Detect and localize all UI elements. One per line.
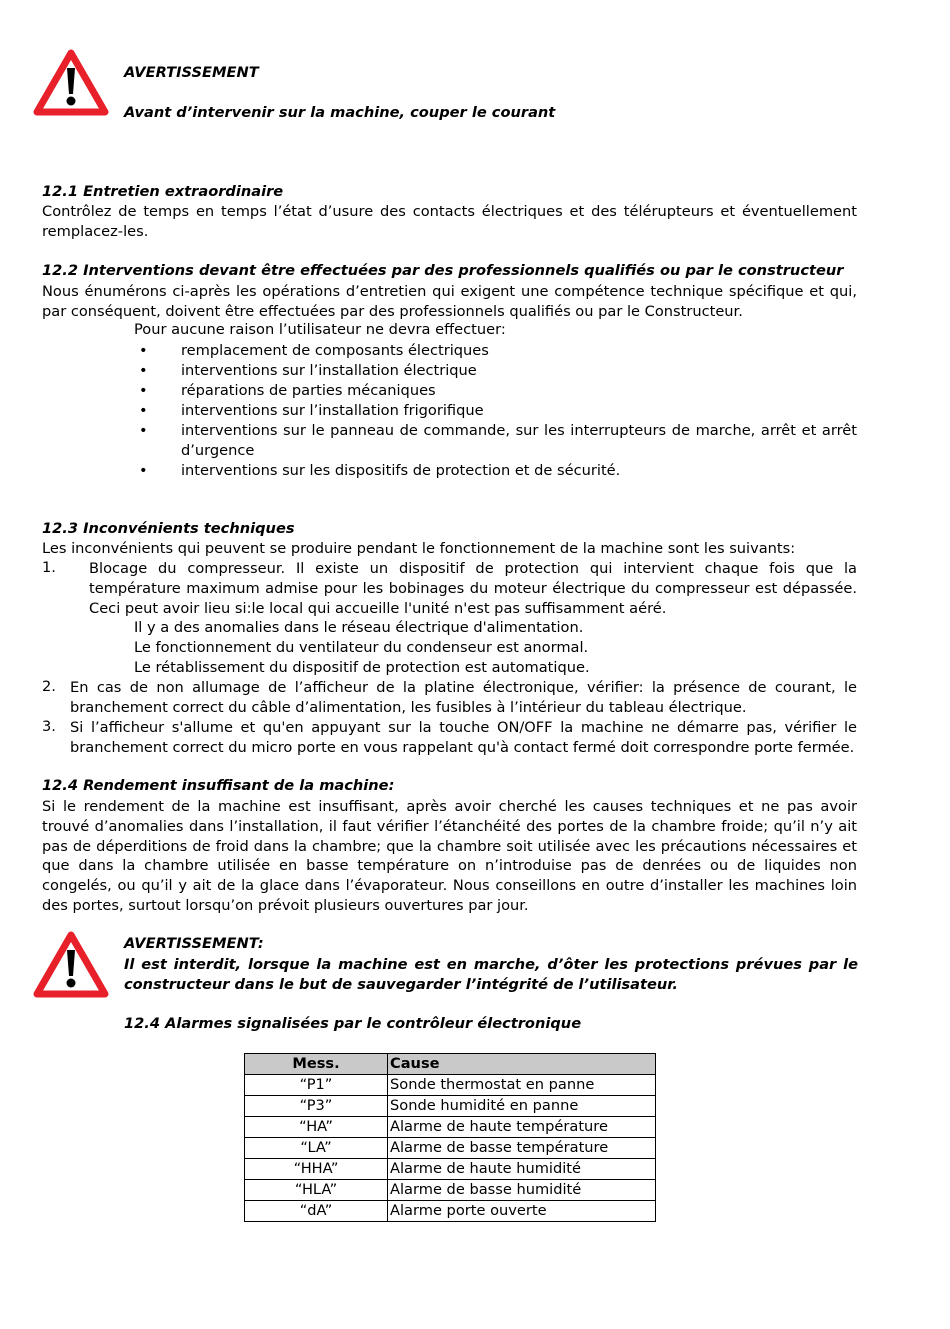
alarm-cause: Alarme de basse température — [388, 1138, 656, 1159]
alarm-code: “dA” — [245, 1201, 388, 1222]
alarms-table — [244, 1053, 656, 1222]
alarm-cause: Sonde thermostat en panne — [388, 1075, 656, 1096]
warning-triangle-icon — [32, 930, 110, 1000]
item-sub-line: Le rétablissement du dispositif de protection est automatique. — [134, 659, 590, 676]
alarm-cause: Alarme de haute température — [388, 1117, 656, 1138]
table-row — [245, 1159, 656, 1180]
column-header-cause: Cause — [388, 1054, 656, 1075]
alarm-code: “P1” — [245, 1075, 388, 1096]
section-heading-12-3: 12.3 Inconvénients techniques — [42, 520, 295, 537]
item-number: 1. — [42, 559, 56, 576]
table-row — [245, 1096, 656, 1117]
list-item: • interventions sur l’installation frigorifique — [139, 402, 484, 419]
alarm-code: “P3” — [245, 1096, 388, 1117]
item-number: 3. — [42, 718, 56, 735]
section-body-12-1: Contrôlez de temps en temps l’état d’usure des contacts électriques et des télérupteurs et éventuellement remplacez-les. — [42, 203, 857, 240]
item-sub-line: Il y a des anomalies dans le réseau électrique d'alimentation. — [134, 619, 584, 636]
item-sub-line: Le fonctionnement du ventilateur du condenseur est anormal. — [134, 639, 589, 656]
list-item: • interventions sur l’installation électrique — [139, 362, 477, 379]
list-item: • interventions sur le panneau de commande, sur les interrupteurs de marche, arrêt et arrêt d’urgence — [139, 422, 857, 459]
warning-triangle-icon — [32, 48, 110, 118]
alarm-cause: Alarme de basse humidité — [388, 1180, 656, 1201]
table-row — [245, 1117, 656, 1138]
section-heading-12-4: 12.4 Rendement insuffisant de la machine: — [42, 777, 395, 794]
item-text: Si l’afficheur s'allume et qu'en appuyant sur la touche ON/OFF la machine ne démarre pas, vérifier le branchement correct du micro porte en vous rappelant qu'à contact fermé doit correspondre porte fermée. — [70, 719, 857, 756]
table-row — [245, 1201, 656, 1222]
section-heading-12-2: 12.2 Interventions devant être effectuées par des professionnels qualifiés ou par le constructeur — [42, 262, 844, 279]
bullet-icon: • — [139, 422, 148, 439]
bullet-icon: • — [139, 362, 148, 379]
alarm-code: “HLA” — [245, 1180, 388, 1201]
bullet-icon: • — [139, 342, 148, 359]
warning-title: AVERTISSEMENT: — [124, 935, 264, 952]
item-text: En cas de non allumage de l’afficheur de la platine électronique, vérifier: la présence de courant, le branchement correct du câble d’alimentation, les fusibles à l’intérieur du tableau électrique. — [70, 679, 857, 716]
section-intro-12-3: Les inconvénients qui peuvent se produire pendant le fonctionnement de la machine sont les suivants: — [42, 540, 796, 557]
list-item: • réparations de parties mécaniques — [139, 382, 436, 399]
alarm-code: “HHA” — [245, 1159, 388, 1180]
warning-text: Avant d’intervenir sur la machine, couper le courant — [124, 104, 556, 121]
table-row — [245, 1138, 656, 1159]
section-body-12-2: Nous énumérons ci-après les opérations d’entretien qui exigent une compétence technique spécifique et qui, par conséquent, doivent être effectuées par des professionnels qualifiés ou par le Constructeur. — [42, 283, 857, 320]
item-number: 2. — [42, 678, 56, 695]
table-row — [245, 1180, 656, 1201]
warning-title: AVERTISSEMENT — [124, 64, 259, 81]
alarm-cause: Alarme porte ouverte — [388, 1201, 656, 1222]
bullet-icon: • — [139, 462, 148, 479]
bullet-icon: • — [139, 402, 148, 419]
alarm-cause: Sonde humidité en panne — [388, 1096, 656, 1117]
table-header-row — [245, 1054, 656, 1075]
alarm-cause: Alarme de haute humidité — [388, 1159, 656, 1180]
section-heading-alarms: 12.4 Alarmes signalisées par le contrôleur électronique — [124, 1015, 582, 1032]
warning-text: Il est interdit, lorsque la machine est en marche, d’ôter les protections prévues par le constructeur dans le but de sauvegarder l’intégrité de l’utilisateur. — [124, 956, 858, 993]
bullet-icon: • — [139, 382, 148, 399]
section-body-12-4: Si le rendement de la machine est insuffisant, après avoir cherché les causes techniques et ne pas avoir trouvé d’anomalies dans l’installation, il faut vérifier l’étanchéité des portes de la chambre froide; qu’il n’y ait pas de déperditions de froid dans la chambre; que la chambre soit utilisée avec les précautions nécessaires et que dans la chambre utilisée en basse température on n’introduise pas de denrées ou de liquides non congelés, ou qu’il y ait de la glace dans l’évaporateur. Nous conseillons en outre d’installer les machines loin des portes, surtout lorsqu’on prévoit plusieurs ouvertures par jour. — [42, 798, 857, 914]
bullet-list — [0, 341, 950, 481]
alarm-code: “HA” — [245, 1117, 388, 1138]
column-header-mess: Mess. — [245, 1054, 388, 1075]
item-text: Blocage du compresseur. Il existe un dispositif de protection qui intervient chaque fois que la température maximum admise pour les bobinages du moteur électrique du compresseur est dépassée. Ceci peut avoir lieu si:le local qui accueille l'unité n'est pas suffisamment aéré. — [89, 560, 857, 617]
list-item: • remplacement de composants électriques — [139, 342, 489, 359]
list-intro: Pour aucune raison l’utilisateur ne devra effectuer: — [134, 321, 506, 338]
table-row — [245, 1075, 656, 1096]
list-item: • interventions sur les dispositifs de protection et de sécurité. — [139, 462, 621, 479]
section-heading-12-1: 12.1 Entretien extraordinaire — [42, 183, 284, 200]
alarm-code: “LA” — [245, 1138, 388, 1159]
